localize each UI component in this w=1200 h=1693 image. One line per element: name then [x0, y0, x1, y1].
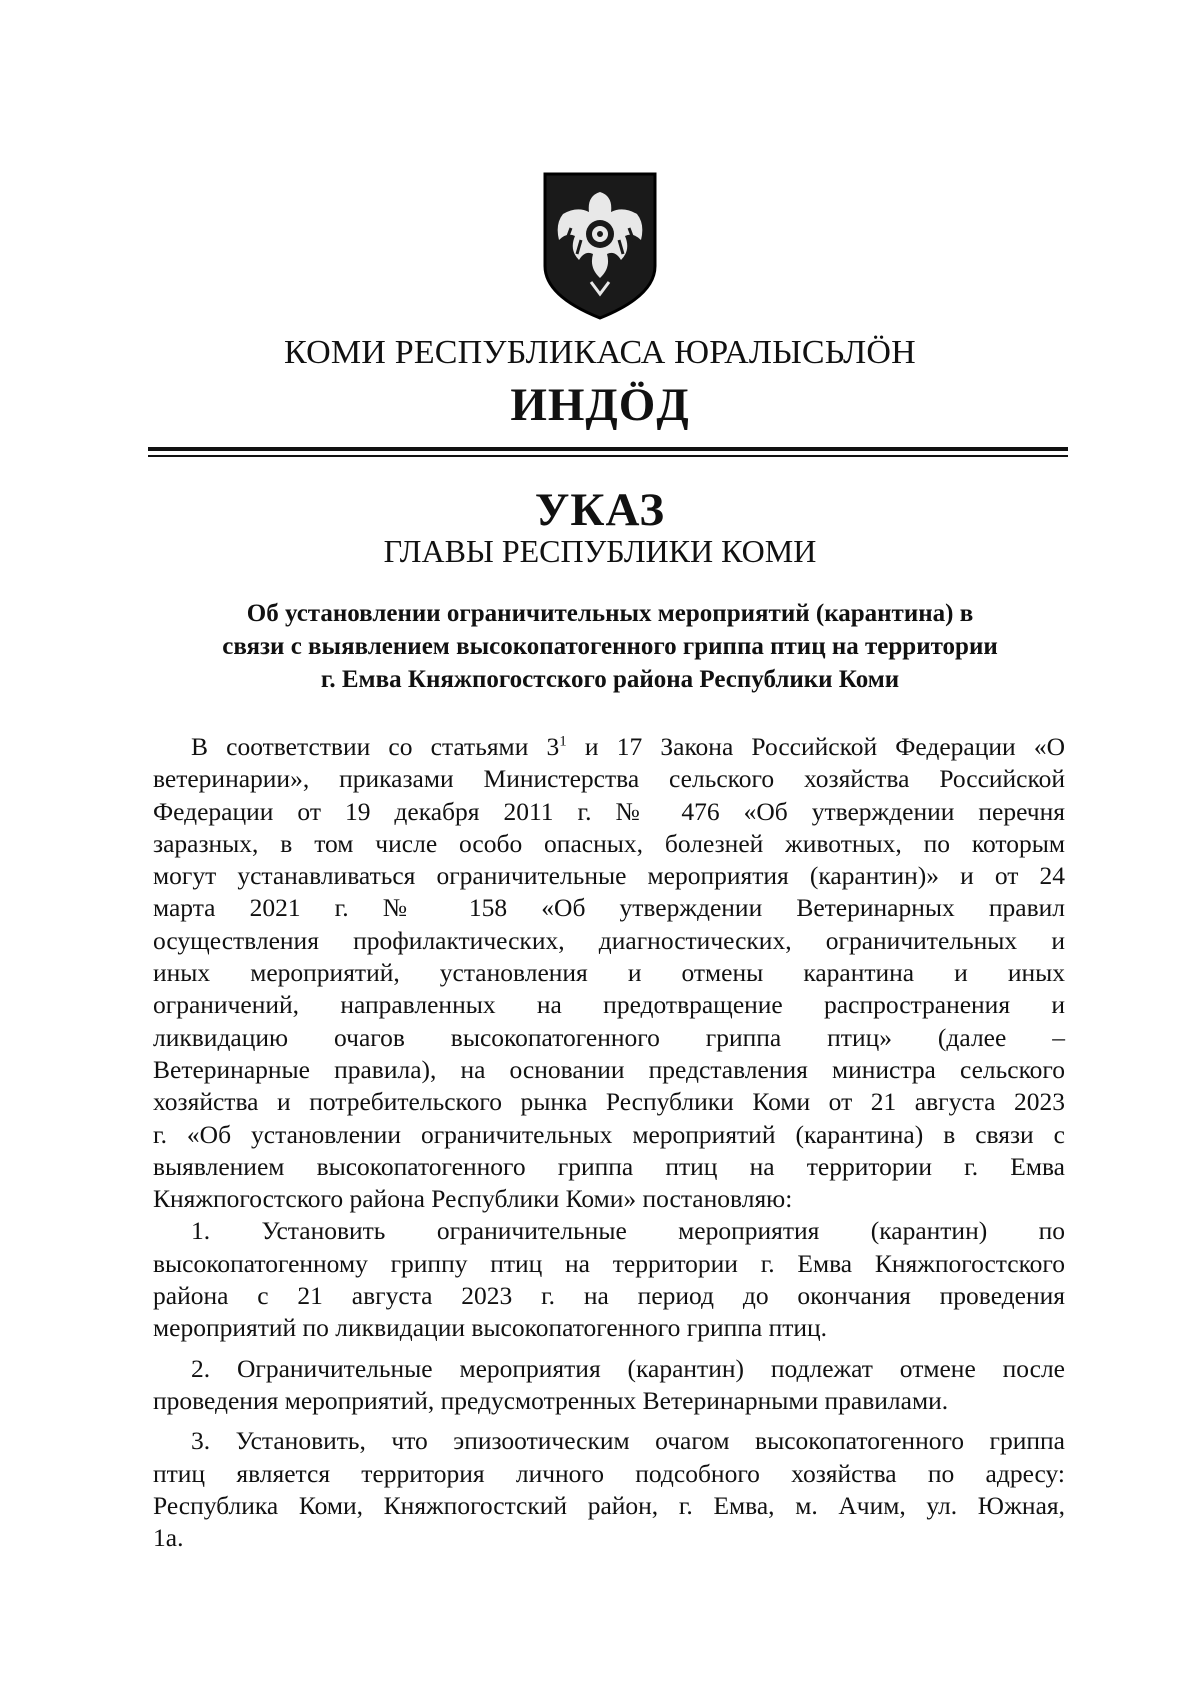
- preamble-line: хозяйства и потребительского рынка Республики Коми от 21 августа 2023: [153, 1087, 1065, 1117]
- preamble-line: ликвидацию очагов высокопатогенного гриппа птиц» (далее –: [153, 1022, 1065, 1052]
- preamble-line: ограничений, направленных на предотвращение распространения и: [153, 990, 1065, 1020]
- preamble-line: заразных, в том числе особо опасных, болезней животных, по которым: [153, 828, 1065, 858]
- item-line: 1. Установить ограничительные мероприятия (карантин) по: [191, 1216, 1065, 1246]
- heading-line: связи с выявлением высокопатогенного гриппа птиц на территории: [222, 633, 998, 660]
- preamble-line: иных мероприятий, установления и отмены карантина и иных: [153, 958, 1065, 988]
- decree-heading: [160, 597, 1060, 696]
- heading-line: г. Емва Княжпогостского района Республики Коми: [320, 666, 900, 693]
- preamble-line: выявлением высокопатогенного гриппа птиц на территории г. Емва: [153, 1151, 1065, 1181]
- item-1-paragraph: [153, 1215, 1065, 1344]
- item-line: Республика Коми, Княжпогостский район, г. Емва, м. Ачим, ул. Южная,: [153, 1490, 1065, 1520]
- preamble-line: В соответствии со статьями $3^1$ и 17 Закона Российской Федерации «О: [191, 732, 1065, 761]
- preamble-paragraph: [153, 731, 1065, 1215]
- header-indod: ИНДӦД: [510, 379, 690, 431]
- item-line: мероприятий по ликвидации высокопатогенного гриппа птиц.: [153, 1313, 828, 1343]
- item-line: 2. Ограничительные мероприятия (карантин) подлежат отмене после: [191, 1353, 1065, 1383]
- document-title: УКАЗ: [534, 484, 666, 536]
- item-line: птиц является территория личного подсобного хозяйства по адресу:: [153, 1458, 1065, 1488]
- document-subtitle: ГЛАВЫ РЕСПУБЛИКИ КОМИ: [383, 533, 817, 569]
- item-line: 1а.: [153, 1523, 184, 1553]
- heading-line: Об установлении ограничительных мероприятий (карантина) в: [246, 600, 974, 627]
- item-line: района с 21 августа 2023 г. на период до окончания проведения: [153, 1281, 1065, 1311]
- item-line: проведения мероприятий, предусмотренных Ветеринарными правилами.: [153, 1385, 949, 1415]
- preamble-line: ветеринарии», приказами Министерства сельского хозяйства Российской: [153, 764, 1065, 794]
- preamble-line: Княжпогостского района Республики Коми» постановляю:: [153, 1184, 793, 1214]
- header-divider-thin: [148, 455, 1068, 457]
- superscript: 1: [559, 733, 567, 750]
- komi-coat-of-arms-icon: [541, 170, 659, 322]
- preamble-line: осуществления профилактических, диагностических, ограничительных и: [153, 925, 1065, 955]
- item-line: 3. Установить, что эпизоотическим очагом высокопатогенного гриппа: [191, 1426, 1065, 1456]
- header-divider-thick: [148, 447, 1068, 451]
- preamble-line: могут устанавливаться ограничительные мероприятия (карантин)» и от 24: [153, 861, 1065, 891]
- preamble-line: Ветеринарные правила), на основании представления министра сельского: [153, 1054, 1065, 1084]
- header-republic-name: КОМИ РЕСПУБЛИКАСА ЮРАЛЫСЬЛӦН: [284, 334, 916, 371]
- item-line: высокопатогенному гриппу птиц на территории г. Емва Княжпогостского: [153, 1248, 1065, 1278]
- preamble-line: Федерации от 19 декабря 2011 г. № 476 «Об утверждении перечня: [153, 796, 1065, 826]
- item-2-paragraph: [153, 1353, 1065, 1418]
- item-3-paragraph: [153, 1425, 1065, 1554]
- preamble-line: марта 2021 г. № 158 «Об утверждении Ветеринарных правил: [153, 893, 1065, 923]
- preamble-line: г. «Об установлении ограничительных мероприятий (карантина) в связи с: [153, 1119, 1065, 1149]
- decree-body: [153, 731, 1065, 1554]
